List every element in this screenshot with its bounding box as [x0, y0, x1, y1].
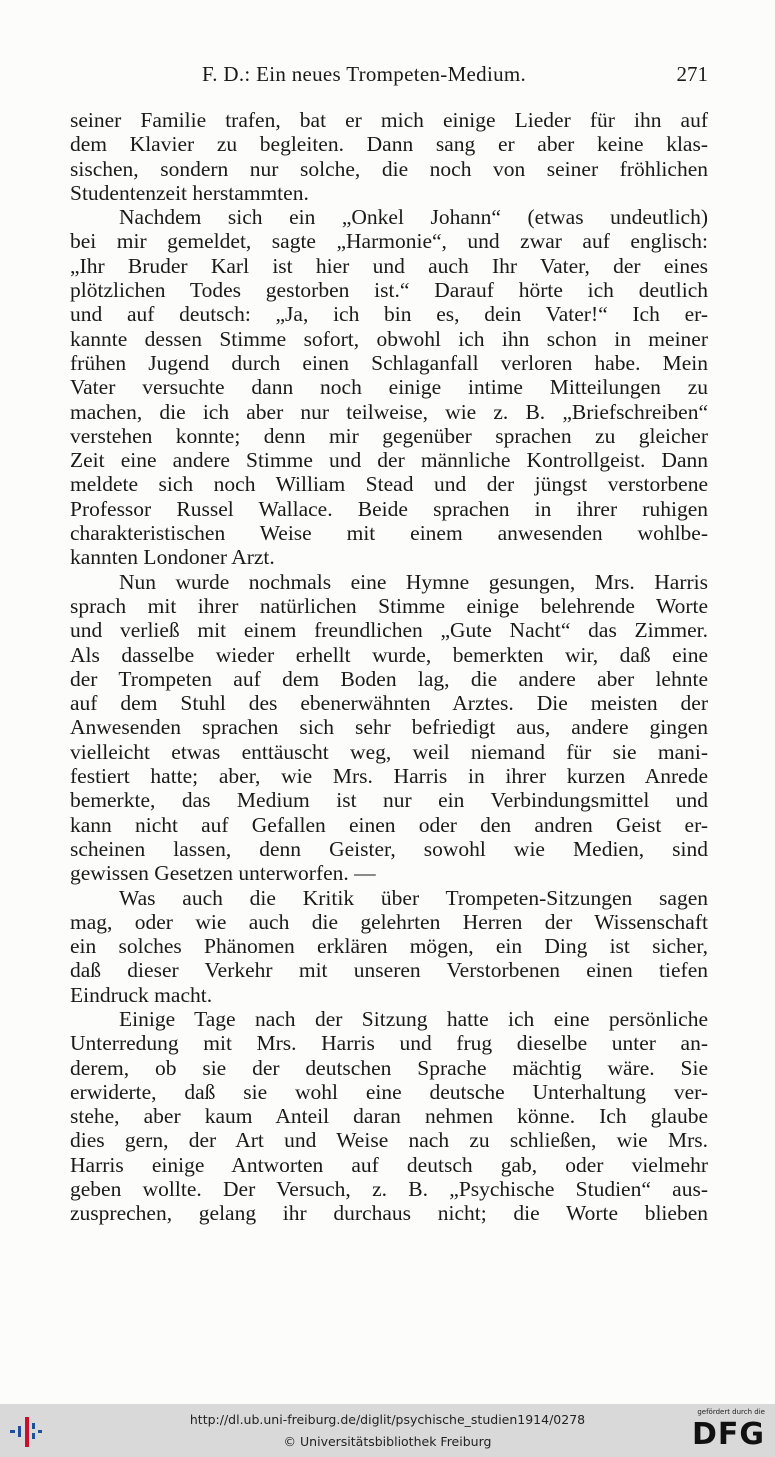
text-line: der Trompeten auf dem Boden lag, die andere aber lehnte: [70, 666, 708, 691]
dfg-badge[interactable]: [683, 1408, 765, 1454]
text-line: und auf deutsch: „Ja, ich bin es, dein Vater!“ Ich er-: [70, 302, 708, 327]
dfg-funded-label: gefördert durch die: [697, 1408, 765, 1416]
text-line: meldete sich noch William Stead und der jüngst verstorbene: [70, 472, 708, 497]
text-line: kannten Londoner Arzt.: [70, 545, 275, 570]
running-title: F. D.: Ein neues Trompeten-Medium.: [202, 62, 527, 86]
text-line: machen, die ich aber nur teilweise, wie z. B. „Briefschreiben“: [70, 399, 708, 424]
text-line: bei mir gemeldet, sagte „Harmonie“, und zwar auf englisch:: [70, 229, 708, 254]
text-line: seiner Familie trafen, bat er mich einige Lieder für ihn auf: [70, 108, 708, 132]
text-line: kannte dessen Stimme sofort, obwohl ich ihn schon in meiner: [70, 326, 708, 351]
text-line: und verließ mit einem freundlichen „Gute Nacht“ das Zimmer.: [70, 618, 708, 643]
text-line: derem, ob sie der deutschen Sprache mächtig wäre. Sie: [70, 1055, 708, 1080]
footer-url-link[interactable]: http://dl.ub.uni-freiburg.de/diglit/psychische_studien1914/0278: [189, 1412, 586, 1427]
page-number: 271: [676, 62, 708, 86]
text-line: kann nicht auf Gefallen einen oder den andren Geist er-: [70, 812, 708, 837]
text-line: charakteristischen Weise mit einem anwesenden wohlbe-: [70, 521, 708, 546]
text-line: bemerkte, das Medium ist nur ein Verbindungsmittel und: [70, 788, 708, 813]
text-line: vielleicht etwas enttäuscht weg, weil niemand für sie mani-: [70, 739, 708, 764]
footer-bar: [0, 1404, 775, 1457]
text-line: Harris einige Antworten auf deutsch gab, oder vielmehr: [70, 1152, 708, 1177]
footer-copyright: © Universitätsbibliothek Freiburg: [283, 1434, 492, 1449]
text-line: ein solches Phänomen erklären mögen, ein Ding ist sicher,: [70, 934, 708, 959]
text-line: Zeit eine andere Stimme und der männliche Kontrollgeist. Dann: [70, 448, 708, 473]
text-line: Als dasselbe wieder erhellt wurde, bemerkten wir, daß eine: [70, 642, 708, 667]
text-line: Einige Tage nach der Sitzung hatte ich eine persönliche: [119, 1006, 708, 1031]
text-line: stehe, aber kaum Anteil daran nehmen könne. Ich glaube: [70, 1104, 708, 1129]
text-line: Nachdem sich ein „Onkel Johann“ (etwas undeutlich): [119, 205, 708, 230]
text-line: zusprechen, gelang ihr durchaus nicht; die Worte blieben: [70, 1201, 708, 1226]
page-header: [70, 62, 708, 88]
text-line: „Ihr Bruder Karl ist hier und auch Ihr Vater, der eines: [70, 253, 708, 278]
dfg-logo: DFG: [691, 1417, 765, 1452]
text-line: Anwesenden sprachen sich sehr befriedigt aus, andere gingen: [70, 715, 708, 740]
text-line: Unterredung mit Mrs. Harris und frug dieselbe unter an-: [70, 1031, 708, 1056]
body-text: [70, 108, 708, 1226]
text-line: gewissen Gesetzen unterworfen. —: [70, 861, 376, 886]
text-line: Was auch die Kritik über Trompeten-Sitzungen sagen: [119, 885, 708, 910]
text-line: scheinen lassen, denn Geister, sowohl wie Medien, sind: [70, 836, 708, 861]
text-line: Studentenzeit herstammten.: [70, 180, 309, 205]
text-line: Eindruck macht.: [70, 982, 213, 1007]
text-line: sprach mit ihrer natürlichen Stimme einige belehrende Worte: [70, 593, 708, 618]
text-line: Professor Russel Wallace. Beide sprachen in ihrer ruhigen: [70, 496, 708, 521]
text-line: frühen Jugend durch einen Schlaganfall verloren habe. Mein: [70, 350, 708, 375]
text-line: sischen, sondern nur solche, die noch von seiner fröhlichen: [70, 156, 708, 181]
text-line: Vater versuchte dann noch einige intime Mitteilungen zu: [70, 375, 708, 400]
text-line: verstehen konnte; denn mir gegenüber sprachen zu gleicher: [70, 423, 708, 448]
text-line: dies gern, der Art und Weise nach zu schließen, wie Mrs.: [70, 1128, 708, 1153]
text-line: daß dieser Verkehr mit unseren Verstorbenen einen tiefen: [70, 958, 708, 983]
text-line: Nun wurde nochmals eine Hymne gesungen, Mrs. Harris: [119, 569, 708, 594]
text-line: dem Klavier zu begleiten. Dann sang er aber keine klas-: [70, 132, 708, 157]
text-line: festiert hatte; aber, wie Mrs. Harris in ihrer kurzen Anrede: [70, 764, 708, 789]
text-line: mag, oder wie auch die gelehrten Herren der Wissenschaft: [70, 909, 708, 934]
text-line: geben wollte. Der Versuch, z. B. „Psychische Studien“ aus-: [70, 1177, 708, 1202]
text-line: erwiderte, daß sie wohl eine deutsche Unterhaltung ver-: [70, 1079, 708, 1104]
text-line: plötzlichen Todes gestorben ist.“ Darauf hörte ich deutlich: [70, 278, 708, 303]
text-line: auf dem Stuhl des ebenerwähnten Arztes. Die meisten der: [70, 691, 708, 716]
